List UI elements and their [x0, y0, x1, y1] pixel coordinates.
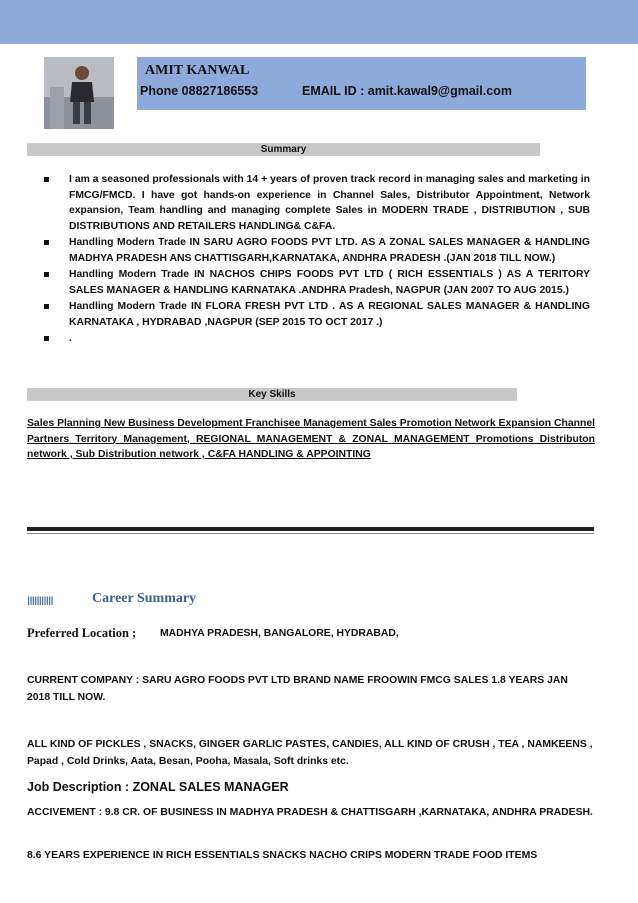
summary-item-text: Handling Modern Trade IN NACHOS CHIPS FOODS PVT LTD ( RICH ESSENTIALS ) AS A TERITORY SALES MANAGER & HANDLING KARNATAKA .ANDHRA Pradesh, NAGPUR (JAN 2007 TO AUG 2015.) — [69, 269, 590, 296]
experience: 8.6 YEARS EXPERIENCE IN RICH ESSENTIALS SNACKS NACHO CRIPS MODERN TRADE FOOD ITEMS — [27, 850, 538, 861]
profile-photo — [44, 57, 114, 129]
summary-item-text: I am a seasoned professionals with 14 + years of proven track record in managing sales and marketing in FMCG/FMCD. I have got hands-on experience in Channel Sales, Distributor Appointment, Network expansion, Team handling and managing complete Sales in MODERN TRADE , DISTRIBUTION , SUB DISTRIBUTIONS AND RETAILERS HANDLING& C&FA. — [69, 174, 590, 232]
summary-item-text: Handling Modern Trade IN SARU AGRO FOODS PVT LTD. AS A ZONAL SALES MANAGER & HANDLING MADHYA PRADESH ANS CHATTISGARH,KARNATAKA, ANDHRA PRADESH .(JAN 2018 TILL NOW.) — [69, 237, 590, 264]
summary-item-text: Handling Modern Trade IN FLORA FRESH PVT LTD . AS A REGIONAL SALES MANAGER & HANDLING KARNATAKA , HYDRABAD ,NAGPUR (SEP 2015 TO OCT 2017 .) — [69, 301, 590, 328]
summary-item — [44, 172, 590, 234]
top-color-band — [0, 0, 638, 44]
product-range: ALL KIND OF PICKLES , SNACKS, GINGER GARLIC PASTES, CANDIES, ALL KIND OF CRUSH , TEA , NAMKEENS , Papad , Cold Drinks, Aata, Besan, Pooha, Masala, Soft drinks etc. — [27, 739, 593, 767]
summary-item — [44, 235, 590, 266]
square-bullet-icon — [44, 272, 49, 277]
preferred-location-label: Preferred Location ; — [27, 626, 137, 640]
square-bullet-icon — [44, 240, 49, 245]
candidate-name: AMIT KANWAL — [145, 63, 250, 78]
summary-item — [44, 299, 590, 330]
summary-heading: Summary — [27, 143, 540, 156]
person-photo-icon — [44, 57, 114, 129]
summary-item-text: . — [69, 333, 72, 344]
key-skills-heading: Key Skills — [27, 388, 517, 401]
preferred-location-value: MADHYA PRADESH, BANGALORE, HYDRABAD, — [160, 628, 399, 639]
key-skills-text: Sales Planning New Business Development Franchisee Management Sales Promotion Network Expansion Channel Partners Territory Management, REGIONAL MANAGEMENT & ZONAL MANAGEMENT Promotions Distributon network , Sub Distribution network , C&FA HANDLING & APPOINTING — [27, 418, 595, 460]
divider-thin — [27, 533, 594, 534]
career-bars-icon: IIIIIIIIIII — [27, 594, 53, 608]
summary-item — [44, 267, 590, 298]
square-bullet-icon — [44, 304, 49, 309]
square-bullet-icon — [44, 177, 49, 182]
phone-number: Phone 08827186553 — [140, 84, 259, 98]
career-summary-heading: Career Summary — [92, 591, 197, 606]
job-description: Job Description : ZONAL SALES MANAGER — [27, 780, 289, 794]
divider-thick — [27, 527, 594, 531]
summary-list — [44, 172, 590, 348]
email-address: EMAIL ID : amit.kawal9@gmail.com — [302, 84, 512, 98]
summary-item — [44, 331, 590, 347]
achievement: ACCIVEMENT : 9.8 CR. OF BUSINESS IN MADHYA PRADESH & CHATTISGARH ,KARNATAKA, ANDHRA PRADESH. — [27, 807, 593, 818]
square-bullet-icon — [44, 336, 49, 341]
current-company: CURRENT COMPANY : SARU AGRO FOODS PVT LTD BRAND NAME FROOWIN FMCG SALES 1.8 YEARS JAN 2018 TILL NOW. — [27, 675, 568, 703]
